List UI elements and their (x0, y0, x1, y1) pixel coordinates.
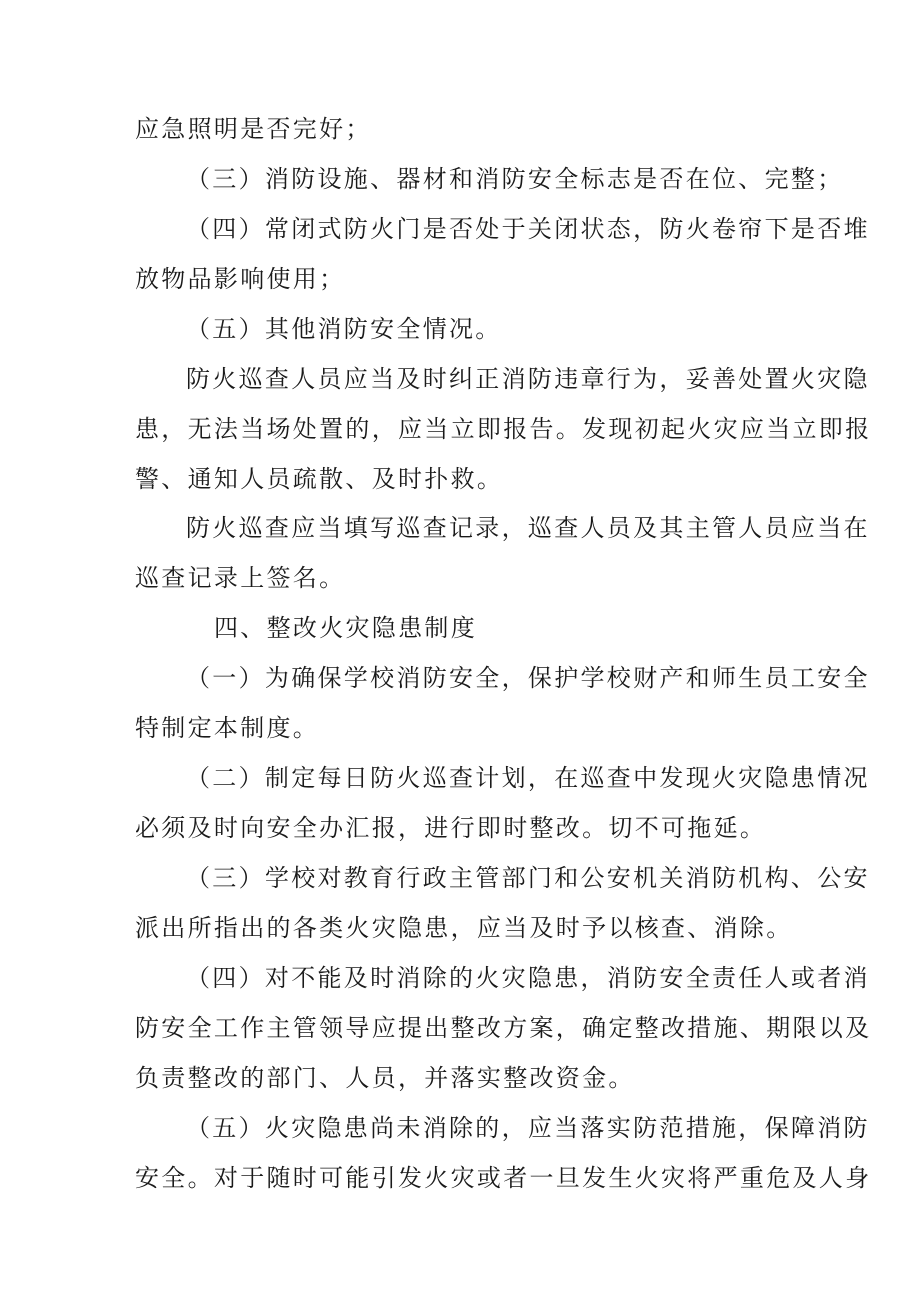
list-item-5: （五）火灾隐患尚未消除的，应当落实防范措施，保障消防 (186, 1114, 870, 1142)
list-item-4: （四）对不能及时消除的火灾隐患，消防安全责任人或者消 (186, 964, 870, 992)
body-text-line: 必须及时向安全办汇报，进行即时整改。切不可拖延。 (135, 814, 767, 842)
paragraph-first-line: 防火巡查人员应当及时纠正消防违章行为，妥善处置火灾隐 (186, 365, 870, 393)
body-text-line: 防安全工作主管领导应提出整改方案，确定整改措施、期限以及 (135, 1014, 872, 1042)
section-heading: 四、整改火灾隐患制度 (214, 614, 477, 642)
body-text-line: 派出所指出的各类火灾隐患，应当及时予以核查、消除。 (135, 914, 793, 942)
list-item-2: （二）制定每日防火巡查计划，在巡查中发现火灾隐患情况 (186, 764, 870, 792)
list-item-3: （三）学校对教育行政主管部门和公安机关消防机构、公安 (186, 864, 870, 892)
body-text-line: 负责整改的部门、人员，并落实整改资金。 (135, 1064, 635, 1092)
body-text-line: 警、通知人员疏散、及时扑救。 (135, 465, 504, 493)
body-text-line: 应急照明是否完好； (135, 115, 372, 143)
body-text-line: 安全。对于随时可能引发火灾或者一旦发生火灾将严重危及人身 (135, 1164, 872, 1192)
list-item-4: （四）常闭式防火门是否处于关闭状态，防火卷帘下是否堆 (186, 215, 870, 243)
list-item-3: （三）消防设施、器材和消防安全标志是否在位、完整； (186, 165, 844, 193)
body-text-line: 患，无法当场处置的，应当立即报告。发现初起火灾应当立即报 (135, 415, 872, 443)
list-item-1: （一）为确保学校消防安全，保护学校财产和师生员工安全 (186, 664, 870, 692)
list-item-5: （五）其他消防安全情况。 (186, 315, 502, 343)
paragraph-first-line: 防火巡查应当填写巡查记录，巡查人员及其主管人员应当在 (186, 514, 870, 542)
body-text-line: 巡查记录上签名。 (135, 564, 346, 592)
body-text-line: 放物品影响使用； (135, 265, 346, 293)
body-text-line: 特制定本制度。 (135, 714, 320, 742)
